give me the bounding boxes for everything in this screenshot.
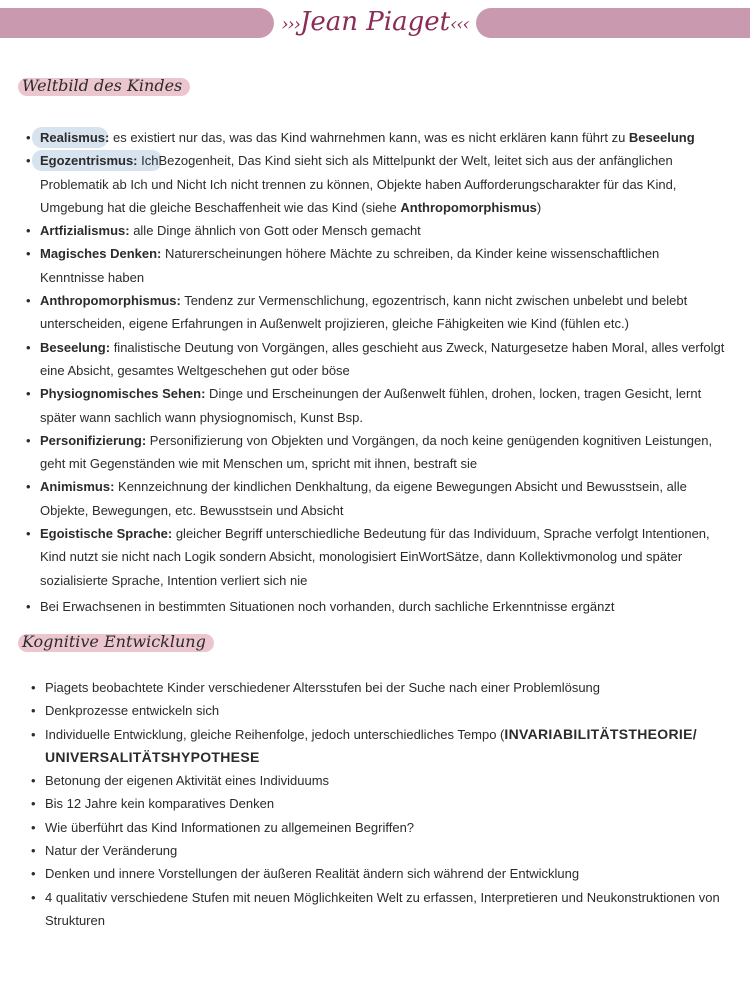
- term-text: finalistische Deutung von Vorgängen, alles geschieht aus Zweck, Naturgesetze haben Moral, alles verfolgt eine Absicht, gesamtes Weltgeschehen gut oder böse: [40, 339, 725, 378]
- term-label: Magisches Denken:: [40, 246, 162, 262]
- term-label: Beseelung:: [40, 339, 111, 355]
- list-item: • Denkprozesse entwickeln sich: [31, 699, 721, 722]
- term-label: Animismus:: [40, 479, 115, 495]
- list-item: • Wie überführt das Kind Informationen zu allgemeinen Begriffen?: [31, 816, 721, 839]
- list-item: • Bei Erwachsenen in bestimmten Situationen noch vorhanden, durch sachliche Erkenntnisse ergänzt: [26, 595, 726, 618]
- term-label: Anthropomorphismus:: [40, 293, 181, 309]
- term-text: Naturerscheinungen höhere Mächte zu schreiben, da Kinder keine wissenschaftlichen Kenntnisse haben: [40, 246, 660, 285]
- title-ornament-right: ‹‹‹: [450, 14, 469, 35]
- term-after: ): [536, 199, 542, 215]
- kognitive-list: [31, 676, 721, 932]
- term-label: Physiognomisches Sehen:: [40, 386, 206, 402]
- term-label: Personifizierung:: [40, 432, 147, 448]
- header-bar-right: [476, 8, 750, 38]
- list-item: [26, 475, 726, 522]
- term-text: IchBezogenheit, Das Kind sieht sich als Mittelpunkt der Welt, leitet sich aus der anfänglichen Problematik ab Ich und Nicht Ich nicht trennen zu können, Objekte haben Aufforderungscharakter für das Kind, Umgebung hat die gleiche Beschaffenheit wie das Kind (siehe: [40, 153, 677, 215]
- list-item: • Bis 12 Jahre kein komparatives Denken: [31, 792, 721, 815]
- list-item: • 4 qualitativ verschiedene Stufen mit neuen Möglichkeiten Welt zu erfassen, Interpretieren und Neukonstruktionen von Strukturen: [31, 886, 721, 933]
- term-text: Personifizierung von Objekten und Vorgängen, da noch keine genügenden kognitiven Leistungen, geht mit Gegenständen wie mit Menschen um, spricht mit ihnen, bestraft sie: [40, 432, 713, 472]
- term-text: Dinge und Erscheinungen der Außenwelt fühlen, drohen, locken, tragen Gesicht, lernt später wann sachlich wann physiognomisch, Kunst Bsp.: [40, 386, 702, 425]
- weltbild-list: [26, 126, 726, 592]
- title-ornament-left: ›››: [281, 14, 300, 35]
- term-label: Egozentrismus:: [40, 153, 138, 169]
- term-text: Tendenz zur Vermenschlichung, egozentrisch, kann nicht zwischen unbelebt und belebt unterscheiden, eigene Erfahrungen in Außenwelt projizieren, gleiche Fähigkeiten wie Kind (fühlen etc.): [40, 293, 688, 332]
- term-strong: Beseelung: [628, 130, 695, 145]
- list-item: • Betonung der eigenen Aktivität eines Individuums: [31, 769, 721, 792]
- list-item: [26, 149, 726, 219]
- list-item: • Natur der Veränderung: [31, 839, 721, 862]
- page-title: [274, 2, 476, 42]
- term-label: Realismus:: [40, 130, 110, 145]
- list-item: [26, 382, 726, 429]
- item-text: Individuelle Entwicklung, gleiche Reihenfolge, jedoch unterschiedliches Tempo (: [45, 726, 505, 742]
- term-text: alle Dinge ähnlich von Gott oder Mensch gemacht: [129, 223, 421, 239]
- term-text: gleicher Begriff unterschiedliche Bedeutung für das Individuum, Sprache verfolgt Intentionen, Kind nutzt sie nicht nach Logik sondern Absicht, monologisiert EinWortSätze, dann Kollektivmonolog und später sozialisierte Sprache, Intention verliert sich nie: [40, 526, 710, 588]
- list-item: [26, 336, 726, 383]
- term-label: Artfizialismus:: [40, 223, 130, 239]
- list-item: [26, 219, 726, 242]
- list-item: • Piagets beobachtete Kinder verschiedener Altersstufen bei der Suche nach einer Problemlösung: [31, 676, 721, 699]
- section-heading-kognitive: Kognitive Entwicklung: [22, 630, 206, 654]
- item-caps: INVARIABILITÄTSTHEORIE/ UNIVERSALITÄTSHYPOTHESE: [45, 725, 697, 765]
- term-label: Egoistische Sprache:: [40, 526, 173, 542]
- list-item: [31, 723, 721, 770]
- list-item: [26, 126, 726, 149]
- list-item: [26, 242, 726, 289]
- term-text: es existiert nur das, was das Kind wahrnehmen kann, was es nicht erklären kann führt zu: [109, 130, 629, 145]
- list-item: [26, 522, 726, 592]
- section-heading-weltbild: Weltbild des Kindes: [22, 74, 182, 98]
- term-text: Kennzeichnung der kindlichen Denkhaltung, da eigene Bewegungen Absicht und Bewusstsein, alle Objekte, Bewegungen, etc. Bewusstsein und Absicht: [40, 479, 687, 518]
- page-title-text: Jean Piaget: [299, 7, 451, 37]
- header-bar-left: [0, 8, 274, 38]
- term-strong: Anthropomorphismus: [400, 199, 537, 215]
- list-item: [26, 289, 726, 336]
- list-item: [26, 429, 726, 476]
- weltbild-note-list: [26, 595, 726, 618]
- list-item: • Denken und innere Vorstellungen der äußeren Realität ändern sich während der Entwicklung: [31, 862, 721, 885]
